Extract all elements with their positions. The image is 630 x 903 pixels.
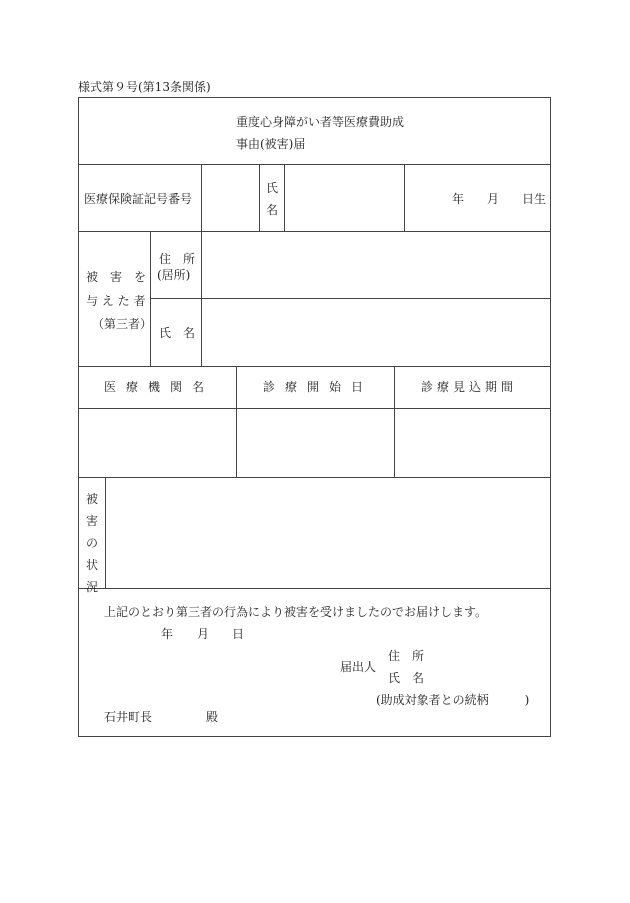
expected-period-header: 診療見込期間 xyxy=(421,380,518,394)
damage-status-field[interactable] xyxy=(106,478,551,588)
birth-day-label: 日生 xyxy=(522,192,547,206)
insurance-number-field[interactable] xyxy=(202,165,259,231)
institution-field[interactable] xyxy=(79,409,236,477)
col-divider xyxy=(404,164,405,231)
name-label: 氏名 xyxy=(265,181,278,217)
expected-period-field[interactable] xyxy=(395,409,551,477)
name-field[interactable] xyxy=(285,165,404,231)
addressee-label: 石井町長 xyxy=(104,710,153,724)
row-divider xyxy=(78,366,551,367)
institution-header: 医療機関名 xyxy=(104,380,215,394)
applicant-name-label: 氏 名 xyxy=(388,671,425,685)
damage-status-label: 被害の状況 xyxy=(85,492,98,594)
date-month-label: 月 xyxy=(197,627,210,641)
damager-label-line1: 被 害 を xyxy=(86,270,147,284)
row-divider xyxy=(78,588,551,589)
honorific-label: 殿 xyxy=(206,710,219,724)
start-date-header: 診療開始日 xyxy=(263,380,374,394)
applicant-address-label: 住 所 xyxy=(388,649,425,663)
form-subtitle: 事由(被害)届 xyxy=(236,137,306,151)
damager-name-label: 氏 名 xyxy=(159,326,196,340)
relationship-label: (助成対象者との続柄 ) xyxy=(376,693,530,707)
form-number: 様式第９号(第13条関係) xyxy=(78,80,211,94)
col-divider xyxy=(259,164,260,231)
date-day-label: 日 xyxy=(232,627,245,641)
birth-year-label: 年 xyxy=(452,192,465,206)
damager-label-line3: （第三者） xyxy=(92,317,153,331)
form-title: 重度心身障がい者等医療費助成 xyxy=(236,115,405,129)
birth-month-label: 月 xyxy=(487,192,500,206)
declaration-text: 上記のとおり第三者の行為により被害を受けましたのでお届けします。 xyxy=(104,605,488,619)
insurance-number-label: 医療保険証記号番号 xyxy=(84,192,193,206)
start-date-field[interactable] xyxy=(237,409,394,477)
residence-label: (居所) xyxy=(157,268,191,282)
damager-address-field[interactable] xyxy=(202,232,551,298)
date-year-label: 年 xyxy=(161,627,174,641)
damager-label-line2: 与 え た 者 xyxy=(86,294,146,308)
applicant-label: 届出人 xyxy=(340,660,377,674)
damager-name-field[interactable] xyxy=(202,299,551,366)
address-label: 住 所 xyxy=(159,252,196,266)
col-divider xyxy=(150,231,151,366)
